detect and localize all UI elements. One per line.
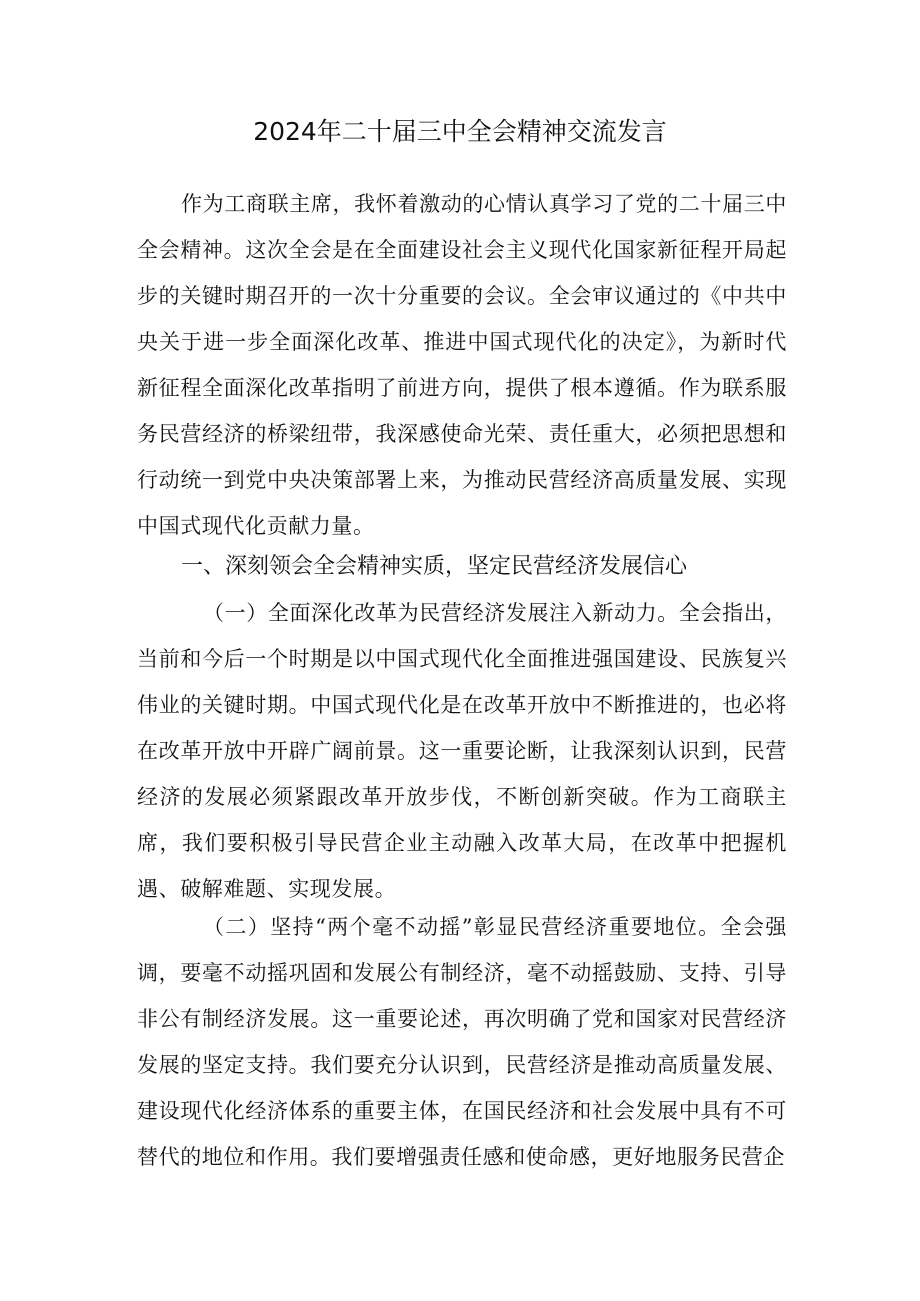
section-paragraph-1: （一）全面深化改革为民营经济发展注入新动力。全会指出，当前和今后一个时期是以中国式现代化全面推进强国建设、民族复兴伟业的关键时期。中国式现代化是在改革开放中不断推进的，也必将在改革开放中开辟广阔前景。这一重要论断，让我深刻认识到，民营经济的发展必须紧跟改革开放步伐，不断创新突破。作为工商联主席，我们要积极引导民营企业主动融入改革大局，在改革中把握机遇、破解难题、实现发展。: [137, 601, 787, 901]
intro-paragraph: 作为工商联主席，我怀着激动的心情认真学习了党的二十届三中全会精神。这次全会是在全面建设社会主义现代化国家新征程开局起步的关键时期召开的一次十分重要的会议。全会审议通过的《中共中央关于进一步全面深化改革、推进中国式现代化的决定》，为新时代新征程全面深化改革指明了前进方向，提供了根本遵循。作为联系服务民营经济的桥梁纽带，我深感使命光荣、责任重大，必须把思想和行动统一到党中央决策部署上来，为推动民营经济高质量发展、实现中国式现代化贡献力量。: [137, 192, 787, 538]
section-heading: 一、深刻领会全会精神实质，坚定民营经济发展信心: [181, 554, 688, 579]
document-title: 2024年二十届三中全会精神交流发言: [253, 117, 667, 146]
section-paragraph-2: （二）坚持“两个毫不动摇”彰显民营经济重要地位。全会强调，要毫不动摇巩固和发展公有制经济，毫不动摇鼓励、支持、引导非公有制经济发展。这一重要论述，再次明确了党和国家对民营经济发展的坚定支持。我们要充分认识到，民营经济是推动高质量发展、建设现代化经济体系的重要主体，在国民经济和社会发展中具有不可替代的地位和作用。我们要增强责任感和使命感，更好地服务民营企: [137, 915, 787, 1169]
